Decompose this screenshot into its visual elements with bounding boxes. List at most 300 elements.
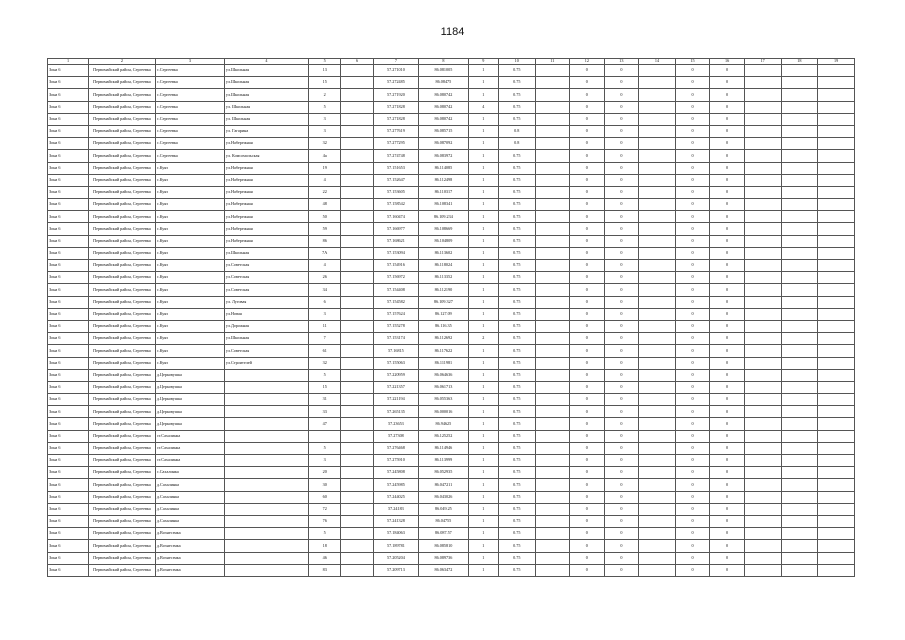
table-cell: 50 xyxy=(309,211,341,223)
table-cell xyxy=(744,491,781,503)
table-cell: 86.110317 xyxy=(419,186,469,198)
table-cell: 0 xyxy=(710,320,745,332)
table-cell xyxy=(224,479,308,491)
column-header: 19 xyxy=(818,59,855,65)
table-cell xyxy=(744,296,781,308)
table-cell: 0 xyxy=(710,552,745,564)
table-cell: 0.75 xyxy=(498,394,535,406)
table-cell xyxy=(639,113,676,125)
column-header: 5 xyxy=(309,59,341,65)
table-row xyxy=(48,540,855,552)
table-cell xyxy=(639,515,676,527)
table-cell: 0 xyxy=(570,491,605,503)
table-cell: 1 xyxy=(468,65,498,77)
table-cell: 1 xyxy=(468,284,498,296)
table-cell: 0 xyxy=(675,540,710,552)
table-cell xyxy=(639,406,676,418)
table-cell: 86.127.09 xyxy=(419,308,469,320)
table-cell: с.Куяэ xyxy=(155,260,224,272)
table-cell xyxy=(818,394,855,406)
table-cell: 7 xyxy=(309,333,341,345)
table-cell: 0 xyxy=(710,503,745,515)
table-cell: Первомайский район, Сергеевка xyxy=(88,150,155,162)
table-cell: 1 xyxy=(468,345,498,357)
table-cell: 0 xyxy=(675,138,710,150)
table-cell: 19 xyxy=(309,162,341,174)
table-cell xyxy=(341,150,373,162)
table-cell xyxy=(639,89,676,101)
table-cell xyxy=(781,308,818,320)
table-cell: 57.220959 xyxy=(373,369,418,381)
table-cell xyxy=(744,101,781,113)
table-cell: Зона 6 xyxy=(48,174,89,186)
table-cell: ул.Строителей xyxy=(224,357,308,369)
table-cell: д.Церковушка xyxy=(155,394,224,406)
table-cell: 61 xyxy=(309,345,341,357)
table-cell: 86.087.57 xyxy=(419,528,469,540)
table-cell: Первомайский район, Сергеевка xyxy=(88,394,155,406)
table-cell: Зона 6 xyxy=(48,369,89,381)
table-cell: 46 xyxy=(309,552,341,564)
table-cell: 0 xyxy=(675,381,710,393)
table-cell: 0 xyxy=(570,333,605,345)
table-cell: 0 xyxy=(710,138,745,150)
table-cell xyxy=(781,199,818,211)
table-cell: Зона 6 xyxy=(48,430,89,442)
table-cell xyxy=(639,430,676,442)
table-cell xyxy=(781,260,818,272)
table-cell: 57.154582 xyxy=(373,296,418,308)
table-cell: с.Куяэ xyxy=(155,320,224,332)
table-cell xyxy=(639,138,676,150)
table-cell xyxy=(781,552,818,564)
table-cell xyxy=(744,503,781,515)
table-cell: с.Сергеевка xyxy=(155,125,224,137)
table-cell: 0 xyxy=(570,272,605,284)
table-cell xyxy=(639,235,676,247)
table-cell xyxy=(535,296,570,308)
table-cell: 0 xyxy=(570,223,605,235)
table-cell: 0 xyxy=(710,418,745,430)
table-cell: 1 xyxy=(468,564,498,576)
table-cell xyxy=(341,467,373,479)
table-cell xyxy=(224,467,308,479)
table-cell: 57.158542 xyxy=(373,199,418,211)
table-cell xyxy=(341,515,373,527)
table-cell xyxy=(818,284,855,296)
table-cell: 0 xyxy=(604,333,639,345)
table-cell: 5 xyxy=(309,442,341,454)
table-cell: 0 xyxy=(570,138,605,150)
table-cell xyxy=(535,138,570,150)
table-cell: 5 xyxy=(309,369,341,381)
table-cell xyxy=(535,113,570,125)
table-cell xyxy=(781,150,818,162)
table-cell: 0 xyxy=(675,357,710,369)
table-cell: 0 xyxy=(675,320,710,332)
table-cell xyxy=(781,515,818,527)
table-cell: 18 xyxy=(309,540,341,552)
table-row xyxy=(48,174,855,186)
table-cell: 86.083972 xyxy=(419,150,469,162)
table-cell: с.Куяэ xyxy=(155,308,224,320)
table-cell: Зона 6 xyxy=(48,199,89,211)
table-cell xyxy=(535,150,570,162)
table-cell: 1 xyxy=(468,138,498,150)
table-cell xyxy=(341,540,373,552)
table-row xyxy=(48,357,855,369)
column-header: 13 xyxy=(604,59,639,65)
table-row xyxy=(48,455,855,467)
table-cell: 57.27308 xyxy=(373,430,418,442)
table-cell: ул.Школьная xyxy=(224,333,308,345)
table-cell: Первомайский район, Сергеевка xyxy=(88,308,155,320)
table-cell xyxy=(535,369,570,381)
table-cell xyxy=(818,247,855,259)
table-cell: 33 xyxy=(309,406,341,418)
table-cell: 57.168621 xyxy=(373,235,418,247)
table-cell: 0 xyxy=(675,552,710,564)
table-cell: 0 xyxy=(710,89,745,101)
table-cell xyxy=(341,430,373,442)
table-cell xyxy=(818,211,855,223)
table-cell: 0.75 xyxy=(498,284,535,296)
column-header: 9 xyxy=(468,59,498,65)
table-cell xyxy=(818,320,855,332)
table-cell: 32 xyxy=(309,138,341,150)
table-cell: 1 xyxy=(468,308,498,320)
table-row xyxy=(48,211,855,223)
table-cell: 0 xyxy=(604,65,639,77)
table-cell: 1 xyxy=(468,406,498,418)
table-cell: с.Сергеевка xyxy=(155,101,224,113)
table-cell xyxy=(744,381,781,393)
table-cell: Первомайский район, Сергеевка xyxy=(88,125,155,137)
table-cell: 0 xyxy=(675,296,710,308)
table-cell: д.Сахалинка xyxy=(155,479,224,491)
table-cell: 0 xyxy=(570,113,605,125)
table-row xyxy=(48,235,855,247)
table-cell xyxy=(781,77,818,89)
table-cell: 0.75 xyxy=(498,247,535,259)
table-cell xyxy=(781,272,818,284)
table-cell: 3 xyxy=(309,113,341,125)
table-cell: Зона 6 xyxy=(48,284,89,296)
table-cell: 57.154408 xyxy=(373,284,418,296)
table-cell: 1 xyxy=(468,235,498,247)
table-cell: 0 xyxy=(675,272,710,284)
table-cell xyxy=(309,430,341,442)
table-cell: 0.75 xyxy=(498,101,535,113)
table-cell: 0.75 xyxy=(498,515,535,527)
table-cell: 1 xyxy=(468,503,498,515)
table-cell: 57.244025 xyxy=(373,491,418,503)
table-cell: ул.Школьная xyxy=(224,247,308,259)
table-cell xyxy=(341,564,373,576)
table-cell xyxy=(781,235,818,247)
table-cell: 0 xyxy=(570,150,605,162)
table-cell xyxy=(639,223,676,235)
table-cell xyxy=(341,272,373,284)
table-cell: 0.75 xyxy=(498,430,535,442)
table-cell: Зона 6 xyxy=(48,455,89,467)
table-cell: 0 xyxy=(604,540,639,552)
table-cell: Первомайский район, Сергеевка xyxy=(88,357,155,369)
table-row xyxy=(48,65,855,77)
table-cell xyxy=(744,540,781,552)
table-cell: 0 xyxy=(570,430,605,442)
table-cell: ул.Набережная xyxy=(224,174,308,186)
table-cell: 0 xyxy=(675,333,710,345)
table-cell: 0 xyxy=(604,211,639,223)
table-cell: с.Куяэ xyxy=(155,357,224,369)
table-cell xyxy=(744,235,781,247)
table-cell xyxy=(341,77,373,89)
table-cell: 86.114085 xyxy=(419,162,469,174)
table-cell: 0 xyxy=(570,394,605,406)
table-cell: Зона 6 xyxy=(48,235,89,247)
table-cell: 57.153605 xyxy=(373,186,418,198)
table-cell: 26 xyxy=(309,272,341,284)
table-cell: 86.04755 xyxy=(419,515,469,527)
table-cell: 0.75 xyxy=(498,552,535,564)
table-cell: Первомайский район, Сергеевка xyxy=(88,284,155,296)
table-cell xyxy=(341,235,373,247)
table-cell: 0 xyxy=(675,101,710,113)
table-cell: Зона 6 xyxy=(48,394,89,406)
table-cell: 1 xyxy=(468,467,498,479)
table-cell: 0 xyxy=(710,345,745,357)
table-cell: 0.75 xyxy=(498,406,535,418)
table-cell: 0 xyxy=(604,369,639,381)
table-cell: ул.Набережная xyxy=(224,186,308,198)
table-cell xyxy=(818,381,855,393)
table-cell: Первомайский район, Сергеевка xyxy=(88,138,155,150)
table-cell: Зона 6 xyxy=(48,528,89,540)
table-cell: с.Куяэ xyxy=(155,235,224,247)
table-cell: 1 xyxy=(468,381,498,393)
table-cell: Зона 6 xyxy=(48,308,89,320)
table-cell xyxy=(781,406,818,418)
table-cell xyxy=(818,89,855,101)
table-cell: 0 xyxy=(675,77,710,89)
table-cell: 0 xyxy=(604,528,639,540)
table-cell: 0 xyxy=(675,479,710,491)
table-cell xyxy=(224,503,308,515)
table-cell: 86.112498 xyxy=(419,174,469,186)
table-cell: 57.205204 xyxy=(373,552,418,564)
table-cell: ул.Советская xyxy=(224,345,308,357)
table-cell xyxy=(818,174,855,186)
table-cell: 2 xyxy=(468,333,498,345)
table-cell: Первомайский район, Сергеевка xyxy=(88,260,155,272)
table-cell xyxy=(341,345,373,357)
table-cell: 1 xyxy=(468,150,498,162)
table-cell: 0 xyxy=(604,442,639,454)
table-cell xyxy=(744,430,781,442)
table-cell: 0.75 xyxy=(498,357,535,369)
table-cell xyxy=(744,260,781,272)
table-cell: 86.108669 xyxy=(419,223,469,235)
table-cell: Первомайский район, Сергеевка xyxy=(88,320,155,332)
table-cell xyxy=(781,394,818,406)
table-cell: Зона 6 xyxy=(48,515,89,527)
table-cell xyxy=(341,394,373,406)
table-cell: 1 xyxy=(468,479,498,491)
table-cell xyxy=(781,564,818,576)
table-cell: 0 xyxy=(710,211,745,223)
column-header: 12 xyxy=(570,59,605,65)
table-cell: 57.272485 xyxy=(373,77,418,89)
table-cell: 0 xyxy=(710,479,745,491)
table-cell xyxy=(639,211,676,223)
column-header: 3 xyxy=(155,59,224,65)
table-cell: 57.24183 xyxy=(373,503,418,515)
table-row xyxy=(48,125,855,137)
table-cell: ст.Сахалинка xyxy=(155,430,224,442)
table-cell: 0 xyxy=(710,394,745,406)
table-cell xyxy=(781,333,818,345)
table-cell: 0 xyxy=(675,223,710,235)
table-cell xyxy=(818,113,855,125)
table-cell: 6 xyxy=(309,296,341,308)
table-cell xyxy=(744,515,781,527)
table-cell xyxy=(341,296,373,308)
column-header: 15 xyxy=(675,59,710,65)
table-cell: 0.75 xyxy=(498,65,535,77)
table-cell: 57.221357 xyxy=(373,381,418,393)
table-cell: 0 xyxy=(604,138,639,150)
table-cell: 0 xyxy=(604,162,639,174)
table-cell xyxy=(639,369,676,381)
table-cell: Первомайский район, Сергеевка xyxy=(88,247,155,259)
table-cell xyxy=(818,515,855,527)
table-cell: 0 xyxy=(675,260,710,272)
table-cell: 0 xyxy=(710,467,745,479)
table-cell: 57.271828 xyxy=(373,113,418,125)
table-cell: 86.116.35 xyxy=(419,320,469,332)
table-cell xyxy=(818,357,855,369)
table-cell: Первомайский район, Сергеевка xyxy=(88,174,155,186)
table-row xyxy=(48,430,855,442)
table-cell: Зона 6 xyxy=(48,479,89,491)
table-cell: д.Церковушка xyxy=(155,381,224,393)
table-cell xyxy=(639,503,676,515)
table-cell xyxy=(341,308,373,320)
table-cell: 1 xyxy=(468,442,498,454)
table-cell xyxy=(744,65,781,77)
table-cell xyxy=(535,77,570,89)
table-cell: 0 xyxy=(570,479,605,491)
table-cell: 0 xyxy=(604,564,639,576)
table-cell xyxy=(224,455,308,467)
column-header: 2 xyxy=(88,59,155,65)
table-cell: Зона 6 xyxy=(48,406,89,418)
table-row xyxy=(48,186,855,198)
page-number: 1184 xyxy=(440,26,465,38)
table-cell: 0 xyxy=(710,260,745,272)
table-cell xyxy=(224,515,308,527)
table-cell: 86.94625 xyxy=(419,418,469,430)
table-cell: 1 xyxy=(468,174,498,186)
table-cell xyxy=(744,442,781,454)
table-cell: 0 xyxy=(570,235,605,247)
table-cell: 0 xyxy=(710,455,745,467)
table-cell: 0 xyxy=(710,174,745,186)
table-cell: с.Куяэ xyxy=(155,247,224,259)
table-cell: с.Куяэ xyxy=(155,199,224,211)
table-cell: 3 xyxy=(309,308,341,320)
table-cell: 15 xyxy=(309,381,341,393)
table-cell: ул.Школьная xyxy=(224,77,308,89)
table-cell xyxy=(744,528,781,540)
table-cell xyxy=(744,394,781,406)
table-cell: Первомайский район, Сергеевка xyxy=(88,479,155,491)
table-cell xyxy=(224,369,308,381)
table-cell: 0 xyxy=(675,199,710,211)
table-cell: с.Сергеевка xyxy=(155,89,224,101)
table-cell: Первомайский район, Сергеевка xyxy=(88,186,155,198)
table-cell: 86.113602 xyxy=(419,247,469,259)
table-cell: 0 xyxy=(604,430,639,442)
table-cell: 86 xyxy=(309,235,341,247)
table-cell: ул.Набережная xyxy=(224,199,308,211)
table-cell xyxy=(341,479,373,491)
table-cell: 86.087092 xyxy=(419,138,469,150)
table-cell xyxy=(818,369,855,381)
table-cell: Зона 6 xyxy=(48,247,89,259)
table-cell: 86.118024 xyxy=(419,260,469,272)
table-cell: Первомайский район, Сергеевка xyxy=(88,406,155,418)
table-cell: с.Сахалинка xyxy=(155,467,224,479)
table-cell: 4 xyxy=(309,174,341,186)
table-cell xyxy=(341,406,373,418)
table-cell: 86.113999 xyxy=(419,455,469,467)
table-cell xyxy=(535,394,570,406)
table-cell: с.Куяэ xyxy=(155,162,224,174)
table-cell: ул.Дорожная xyxy=(224,320,308,332)
table-cell: 0 xyxy=(570,442,605,454)
table-cell xyxy=(341,260,373,272)
table-cell xyxy=(781,65,818,77)
table-cell xyxy=(535,272,570,284)
table-cell xyxy=(818,552,855,564)
table-cell xyxy=(535,186,570,198)
table-cell: 72 xyxy=(309,503,341,515)
table-cell: Зона 6 xyxy=(48,272,89,284)
table-cell: 0.75 xyxy=(498,308,535,320)
table-cell xyxy=(744,552,781,564)
table-cell: 0 xyxy=(604,308,639,320)
table-cell: 86.114946 xyxy=(419,442,469,454)
table-cell: 57.271828 xyxy=(373,101,418,113)
table-cell: ул.Советская xyxy=(224,284,308,296)
table-cell xyxy=(535,515,570,527)
table-cell xyxy=(818,540,855,552)
table-cell: 86.125252 xyxy=(419,430,469,442)
table-cell: ул.Советская xyxy=(224,272,308,284)
table-cell: 0 xyxy=(675,418,710,430)
table-row xyxy=(48,491,855,503)
table-cell: 0 xyxy=(710,247,745,259)
table-cell: 0 xyxy=(570,211,605,223)
table-cell: ст.Сахалинка xyxy=(155,455,224,467)
table-cell: 0 xyxy=(570,552,605,564)
table-row xyxy=(48,113,855,125)
table-row xyxy=(48,333,855,345)
table-cell xyxy=(818,65,855,77)
table-cell: Первомайский район, Сергеевка xyxy=(88,77,155,89)
